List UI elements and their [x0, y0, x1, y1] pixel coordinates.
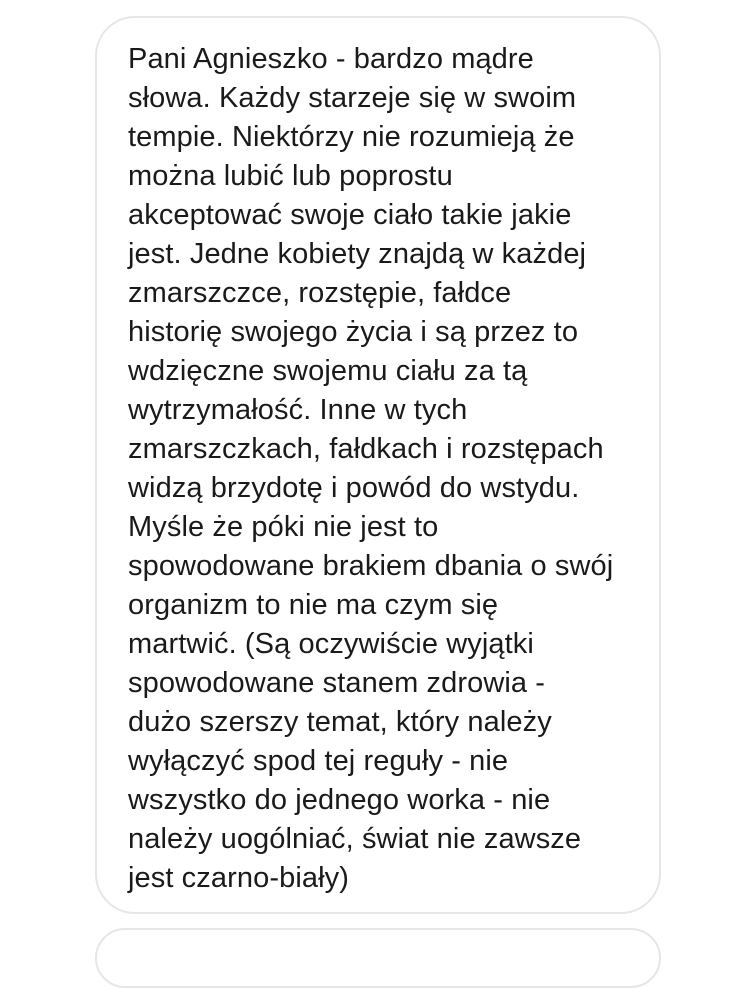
- message-line: akceptować swoje ciało takie jakie: [128, 199, 572, 231]
- message-line: Myśle że póki nie jest to: [128, 511, 439, 543]
- message-line: historię swojego życia i są przez to: [128, 316, 579, 348]
- message-line: spowodowane brakiem dbania o swój: [128, 550, 614, 582]
- message-bubble[interactable]: [95, 16, 661, 914]
- message-line: dużo szerszy temat, który należy: [128, 706, 552, 738]
- message-line: organizm to nie ma czym się: [128, 589, 499, 621]
- message-line: wdzięczne swojemu ciału za tą: [128, 355, 528, 387]
- message-line: widzą brzydotę i powód do wstydu.: [128, 472, 580, 504]
- message-line: wyłączyć spod tej reguły - nie: [128, 745, 509, 777]
- message-line: słowa. Każdy starzeje się w swoim: [128, 82, 577, 114]
- message-line: można lubić lub poprostu: [128, 160, 453, 192]
- message-line: jest czarno-biały): [128, 862, 349, 894]
- next-message-bubble[interactable]: [95, 928, 661, 988]
- message-line: tempie. Niektórzy nie rozumieją że: [128, 121, 575, 153]
- message-line: Pani Agnieszko - bardzo mądre: [128, 43, 534, 75]
- message-line: zmarszczkach, fałdkach i rozstępach: [128, 433, 604, 465]
- message-line: należy uogólniać, świat nie zawsze: [128, 823, 582, 855]
- message-line: spowodowane stanem zdrowia -: [128, 667, 546, 699]
- message-line: zmarszczce, rozstępie, fałdce: [128, 277, 512, 309]
- message-line: wszystko do jednego worka - nie: [128, 784, 551, 816]
- message-line: wytrzymałość. Inne w tych: [128, 394, 468, 426]
- message-line: jest. Jedne kobiety znajdą w każdej: [128, 238, 587, 270]
- message-line: martwić. (Są oczywiście wyjątki: [128, 628, 534, 660]
